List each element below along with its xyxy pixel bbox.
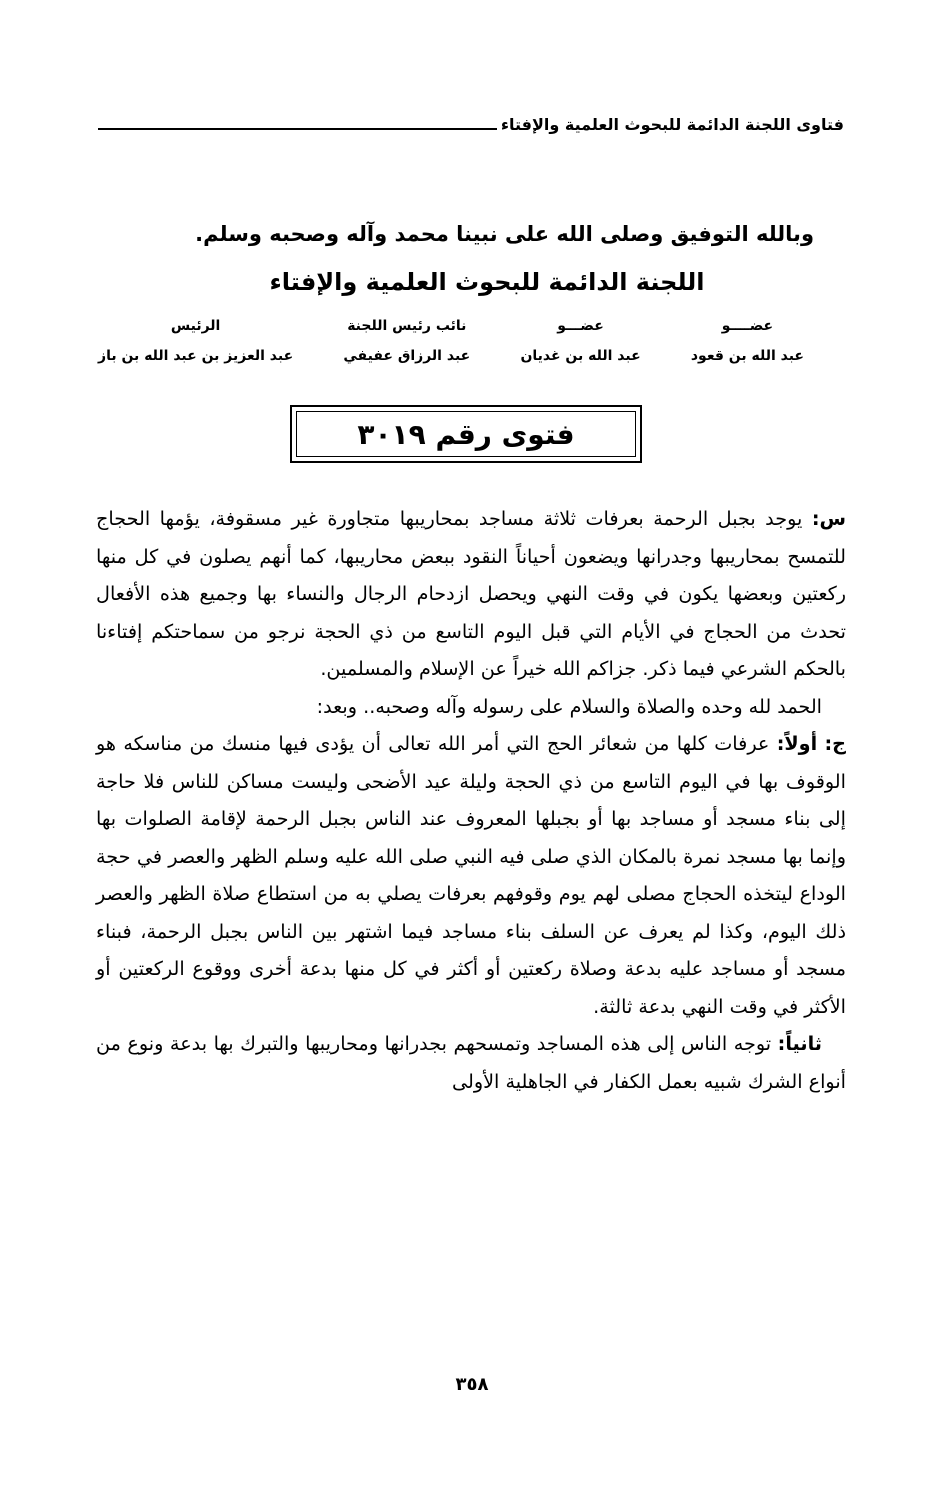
- answer-label: ج:: [824, 732, 846, 755]
- signature-role: عضــــو: [721, 318, 774, 334]
- header-rule: [98, 128, 497, 130]
- question-paragraph: [96, 500, 846, 688]
- second-point-label: ثانياً:: [777, 1032, 822, 1055]
- question-label: س:: [811, 507, 846, 530]
- signature-member-2: [520, 318, 640, 364]
- signature-role: نائب رئيس اللجنة: [347, 318, 467, 334]
- signature-vice-chair: [343, 318, 470, 364]
- fatwa-body: [96, 500, 846, 1100]
- signature-name: عبد الله بن غديان: [520, 348, 641, 364]
- signature-chair: [98, 318, 293, 364]
- signature-role: عضـــو: [557, 318, 604, 334]
- answer-intro: الحمد لله وحده والصلاة والسلام على رسوله وآله وصحبه.. وبعد:: [316, 694, 822, 718]
- committee-title: اللجنة الدائمة للبحوث العلمية والإفتاء: [269, 268, 705, 296]
- signature-name: عبد الله بن قعود: [690, 348, 804, 364]
- fatwa-title: فتوى رقم ٣٠١٩: [296, 411, 636, 457]
- signature-member-1: [691, 318, 804, 364]
- fatwa-title-box: [290, 405, 642, 463]
- answer-first-paragraph: [96, 725, 846, 1025]
- page-number: ٣٥٨: [455, 1374, 489, 1395]
- signature-name: عبد الرزاق عفيفي: [343, 348, 471, 364]
- signatures-block: [98, 318, 804, 364]
- first-point-text: عرفات كلها من شعائر الحج التي أمر الله تعالى أن يؤدى فيها منسك من مناسكه هو الوقوف بها في اليوم التاسع من ذي الحجة وليلة عيد الأضحى وليست مساكن للناس فلا حاجة إلى بناء مسجد أو مساجد بها أو بجبلها المعروف عند الناس بجبل الرحمة لإقامة الصلوات بها وإنما بها مسجد نمرة بالمكان الذي صلى فيه النبي صلى الله عليه وسلم الظهر والعصر في حجة الوداع ليتخذه الحجاج مصلى لهم يوم وقوفهم بعرفات يصلي به من استطاع صلاة الظهر والعصر ذلك اليوم، وكذا لم يعرف عن السلف بناء مساجد فيما اشتهر بين الناس بجبل الرحمة، فبناء مسجد أو مساجد عليه بدعة وصلاة ركعتين أو أكثر في كل منها بدعة أخرى ووقوع الركعتين أو الأكثر في وقت النهي بدعة ثالثة.: [96, 732, 846, 1018]
- signature-role: الرئيس: [170, 318, 221, 334]
- running-header-title: فتاوى اللجنة الدائمة للبحوث العلمية والإفتاء: [500, 115, 844, 134]
- signature-name: عبد العزيز بن عبد الله بن باز: [98, 348, 294, 364]
- closing-line: وبالله التوفيق وصلى الله على نبينا محمد وآله وصحبه وسلم.: [195, 222, 814, 246]
- second-point-text: توجه الناس إلى هذه المساجد وتمسحهم بجدرانها ومحاريبها والتبرك بها بدعة ونوع من أنواع الشرك شبيه بعمل الكفار في الجاهلية الأولى: [96, 1032, 846, 1093]
- first-point-label: أولاً:: [776, 732, 818, 755]
- running-header: [98, 112, 844, 134]
- answer-second-paragraph: [96, 1025, 846, 1100]
- question-text: يوجد بجبل الرحمة بعرفات ثلاثة مساجد بمحاريبها متجاورة غير مسقوفة، يؤمها الحجاج للتمسح بمحاريبها وجدرانها ويضعون أحياناً النقود ببعض محاريبها، كما أنهم يصلون في كل منها ركعتين وبعضها يكون في وقت النهي ويحصل ازدحام الرجال والنساء بها وجميع هذه الأفعال تحدث من الحجاج في الأيام التي قبل اليوم التاسع من ذي الحجة نرجو من سماحتكم إفتاءنا بالحكم الشرعي فيما ذكر. جزاكم الله خيراً عن الإسلام والمسلمين.: [96, 507, 846, 680]
